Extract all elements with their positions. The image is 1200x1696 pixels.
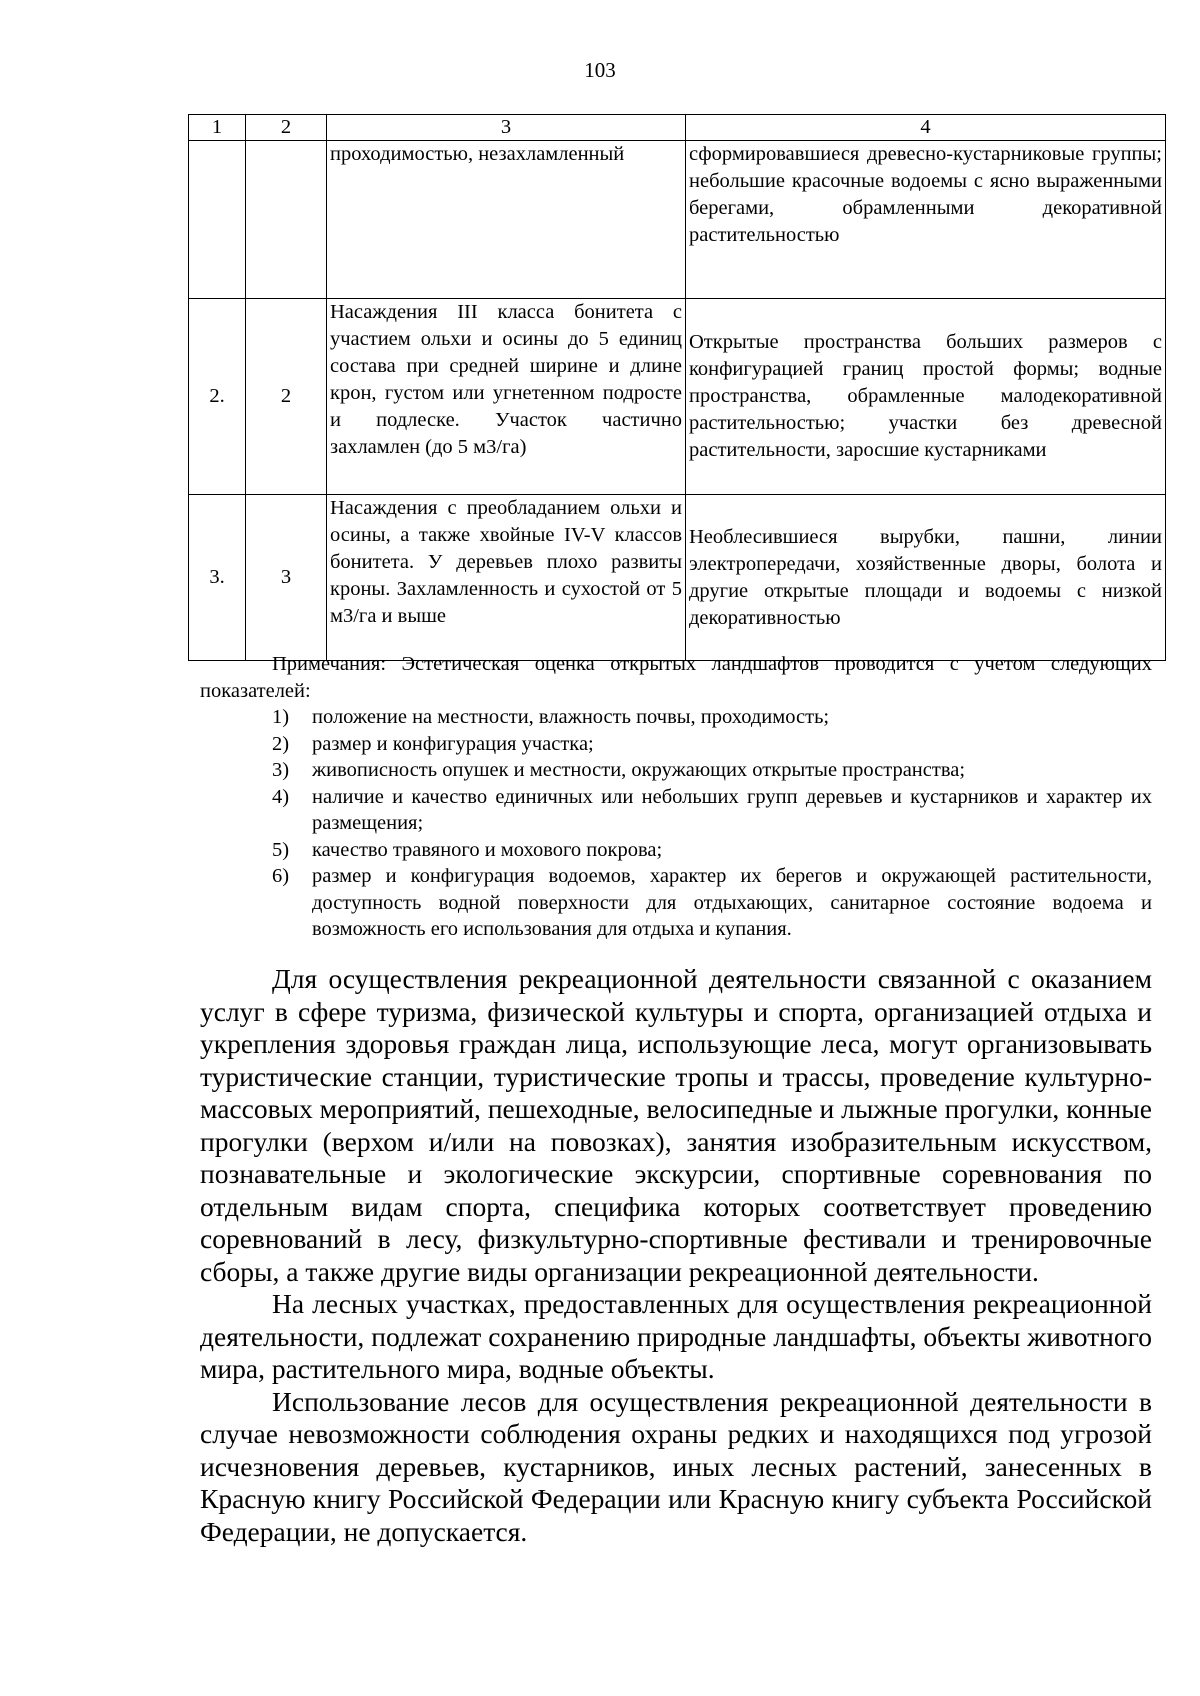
list-item-number: 4) bbox=[272, 785, 290, 808]
list-item-text: положение на местности, влажность почвы, проходимость; bbox=[312, 706, 830, 728]
body-text bbox=[200, 963, 1152, 1548]
list-item-number: 1) bbox=[272, 706, 290, 728]
body-paragraph: Для осуществления рекреационной деятельности связанной с оказанием услуг в сфере туризма, физической культуры и спорта, организацией отдыха и укрепления здоровья граждан лица, использующие леса, могут организовывать туристические станции, туристические тропы и трассы, проведение культурно-массовых мероприятий, пешеходные, велосипедные и лыжные прогулки, конные прогулки (верхом и/или на повозках), занятия изобразительным искусством, познавательные и экологические экскурсии, спортивные соревнования по отдельным видам спорта, специфика которых соответствует проведению соревнований в лесу, физкультурно-спортивные фестивали и тренировочные сборы, а также другие виды организации рекреационной деятельности. bbox=[200, 963, 1152, 1287]
table-cell-description: Насаждения с преобладанием ольхи и осины, а также хвойные IV-V классов бонитета. У деревьев плохо развиты кроны. Захламленность и сухостой от 5 м3/га и выше bbox=[327, 495, 686, 661]
notes-section bbox=[200, 651, 1152, 943]
table-header-cell: 4 bbox=[686, 115, 1166, 141]
table-cell-description: Насаждения III класса бонитета с участием ольхи и осины до 5 единиц состава при средней ширине и длине крон, густом или угнетенном подросте и подлеске. Участок частично захламлен (до 5 м3/га) bbox=[327, 299, 686, 495]
body-paragraph: Использование лесов для осуществления рекреационной деятельности в случае невозможности соблюдения охраны редких и находящихся под угрозой исчезновения деревьев, кустарников, иных лесных растений, занесенных в Красную книгу Российской Федерации или Красную книгу субъекта Российской Федерации, не допускается. bbox=[200, 1385, 1152, 1547]
table-row bbox=[189, 495, 1166, 661]
table-header-row bbox=[189, 115, 1166, 141]
table-cell-number: 2. bbox=[189, 299, 246, 495]
list-item-text: наличие и качество единичных или небольших групп деревьев и кустарников и характер их размещения; bbox=[312, 785, 1152, 834]
table-cell-class: 2 bbox=[246, 299, 327, 495]
list-item bbox=[200, 784, 1152, 837]
list-item bbox=[200, 837, 1152, 864]
list-item-number: 6) bbox=[272, 865, 290, 887]
body-paragraph: На лесных участках, предоставленных для осуществления рекреационной деятельности, подлежат сохранению природные ландшафты, объекты животного мира, растительного мира, водные объекты. bbox=[200, 1288, 1152, 1384]
list-item-text: размер и конфигурация участка; bbox=[312, 732, 594, 755]
list-item bbox=[200, 731, 1152, 758]
list-item-number: 3) bbox=[272, 759, 290, 781]
list-item bbox=[200, 704, 1152, 731]
list-item-number: 5) bbox=[272, 838, 290, 861]
list-item-text: живописность опушек и местности, окружающих открытые пространства; bbox=[312, 759, 966, 781]
table-header-cell: 2 bbox=[246, 115, 327, 141]
table-cell-landscape: Открытые пространства больших размеров с конфигурацией границ простой формы; водные пространства, обрамленные малодекоративной растительностью; участки без древесной растительности, заросшие кустарниками bbox=[686, 299, 1166, 495]
table-cell-description: проходимостью, незахламленный bbox=[327, 141, 686, 299]
notes-lead: Примечания: Эстетическая оценка открытых ландшафтов проводится с учетом следующих показателей: bbox=[200, 653, 1152, 702]
table-row bbox=[189, 141, 1166, 299]
table-row bbox=[189, 299, 1166, 495]
list-item-text: качество травяного и мохового покрова; bbox=[312, 838, 663, 861]
table-cell-number bbox=[189, 141, 246, 299]
list-item-number: 2) bbox=[272, 732, 290, 755]
table-cell-number: 3. bbox=[189, 495, 246, 661]
table-header-cell: 1 bbox=[189, 115, 246, 141]
list-item bbox=[200, 863, 1152, 943]
table-cell-class bbox=[246, 141, 327, 299]
notes-list bbox=[200, 704, 1152, 943]
table-cell-landscape: Необлесившиеся вырубки, пашни, линии электропередачи, хозяйственные дворы, болота и другие открытые площади и водоемы с низкой декоративностью bbox=[686, 495, 1166, 661]
landscape-assessment-table bbox=[188, 114, 1166, 661]
list-item bbox=[200, 757, 1152, 784]
list-item-text: размер и конфигурация водоемов, характер их берегов и окружающей растительности, доступность водной поверхности для отдыхающих, санитарное состояние водоема и возможность его использования для отдыха и купания. bbox=[312, 865, 1152, 940]
page-number: 103 bbox=[584, 58, 616, 82]
table-header-cell: 3 bbox=[327, 115, 686, 141]
table-cell-landscape: сформировавшиеся древесно-кустарниковые группы; небольшие красочные водоемы с ясно выраженными берегами, обрамленными декоративной растительностью bbox=[686, 141, 1166, 299]
table-cell-class: 3 bbox=[246, 495, 327, 661]
